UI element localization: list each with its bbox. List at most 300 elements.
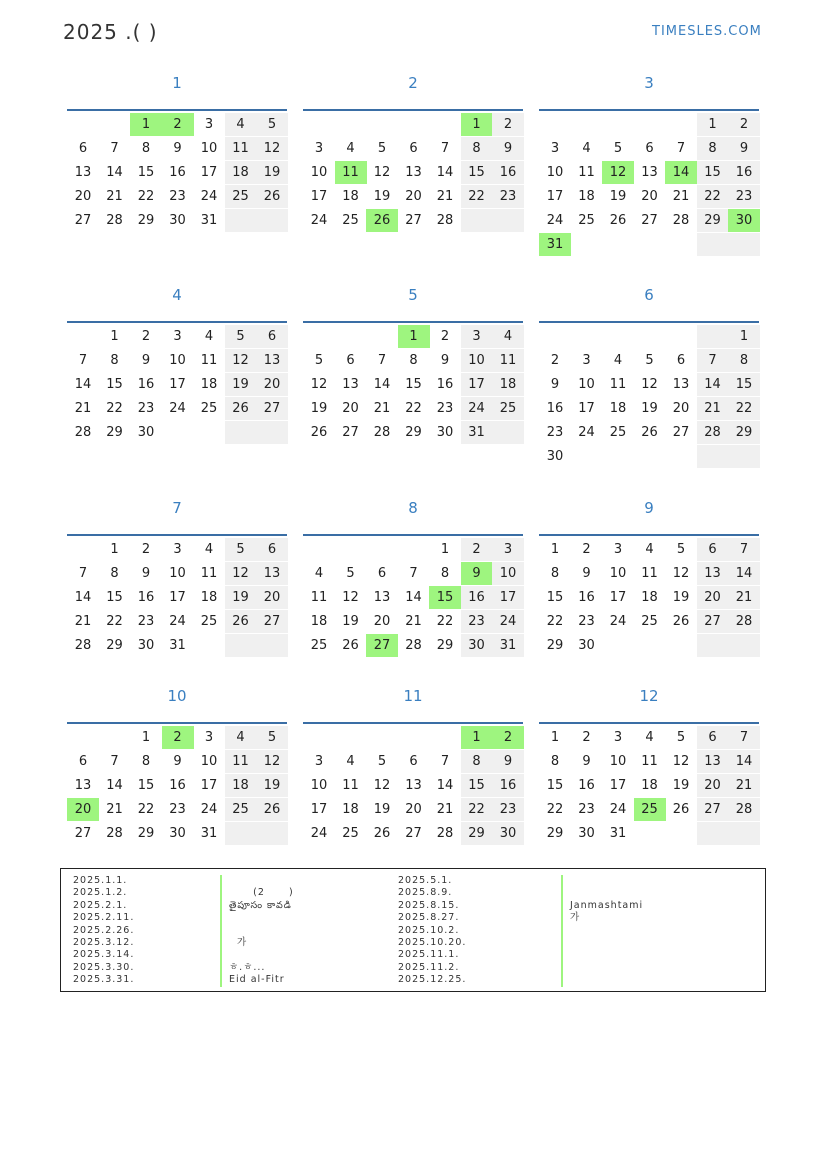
legend-holiday-name: Janmashtami (570, 899, 644, 911)
day-cell: 12 (641, 377, 658, 392)
day-cell: 8 (550, 754, 560, 769)
day-cell: 24 (200, 802, 218, 817)
day-cell: 2 (141, 329, 151, 344)
day-cell: 16 (137, 377, 155, 392)
day-cell: 16 (546, 401, 564, 416)
day-cell: 3 (461, 325, 493, 348)
day-cell: 24 (578, 425, 595, 440)
day-cell: 25 (200, 401, 218, 416)
day-cell: 2 (461, 538, 493, 561)
day-cell: 2 (550, 353, 560, 368)
legend-holiday-name (229, 912, 294, 924)
empty-weekend-cell (225, 421, 257, 444)
day-cell: 15 (546, 590, 564, 605)
day-cell: 2 (162, 113, 194, 136)
day-cell: 26 (641, 425, 658, 440)
day-cell: 11 (225, 137, 257, 160)
day-cell: 2 (492, 113, 524, 136)
day-cell: 22 (137, 189, 155, 204)
day-cell: 9 (173, 754, 182, 769)
month-divider (67, 722, 287, 724)
day-cell: 3 (613, 730, 623, 745)
day-cell: 20 (641, 189, 658, 204)
day-cell: 11 (641, 566, 658, 581)
legend-date: 2025.8.27. (398, 912, 460, 924)
day-cell: 1 (398, 325, 430, 348)
day-cell: 20 (256, 373, 288, 396)
day-cell: 9 (582, 566, 591, 581)
day-cell: 18 (342, 802, 359, 817)
legend-date: 2025.11.1. (398, 949, 460, 961)
day-cell: 10 (492, 562, 524, 585)
day-cell: 16 (169, 778, 186, 793)
day-cell: 17 (200, 778, 218, 793)
day-cell: 22 (106, 401, 123, 416)
month-divider (67, 109, 287, 111)
day-cell: 15 (461, 161, 493, 184)
day-cell: 11 (310, 590, 328, 605)
day-cell: 12 (373, 165, 391, 180)
day-cell: 25 (342, 213, 359, 228)
day-cell: 6 (409, 754, 418, 769)
legend-date: 2025.11.2. (398, 961, 460, 973)
day-cell: 1 (110, 542, 119, 557)
day-cell: 31 (461, 421, 493, 444)
day-cell: 21 (405, 614, 422, 629)
day-cell: 26 (609, 213, 627, 228)
day-cell: 8 (110, 566, 119, 581)
legend-date: 2025.3.14. (73, 949, 135, 961)
holiday-legend (60, 868, 766, 992)
day-cell: 7 (78, 353, 88, 368)
legend-holiday-name: ㅎ.ㅎ... (229, 961, 266, 973)
day-cell: 10 (609, 566, 627, 581)
legend-holiday-name (570, 962, 643, 974)
day-cell: 26 (373, 826, 391, 841)
empty-weekend-cell (728, 822, 760, 845)
day-cell: 26 (310, 425, 328, 440)
day-cell: 9 (440, 353, 450, 368)
day-cell: 26 (672, 802, 690, 817)
day-cell: 2 (162, 726, 194, 749)
day-cell: 13 (74, 165, 92, 180)
day-cell: 16 (461, 586, 493, 609)
day-cell: 11 (342, 778, 359, 793)
day-cell: 29 (546, 826, 564, 841)
day-cell: 16 (578, 590, 595, 605)
day-cell: 8 (550, 566, 560, 581)
day-cell: 3 (314, 141, 324, 156)
empty-weekend-cell (728, 634, 760, 657)
day-cell: 30 (578, 638, 595, 653)
day-cell: 22 (728, 397, 760, 420)
legend-names-col-1 (229, 875, 294, 987)
day-cell: 21 (106, 189, 123, 204)
day-cell: 11 (609, 377, 627, 392)
day-cell: 22 (697, 185, 729, 208)
day-cell: 21 (697, 397, 729, 420)
day-cell: 30 (169, 826, 186, 841)
day-cell: 1 (550, 542, 560, 557)
day-cell: 13 (672, 377, 690, 392)
month-title: 1 (172, 74, 182, 92)
day-cell: 22 (106, 614, 123, 629)
day-cell: 19 (256, 161, 288, 184)
day-cell: 9 (550, 377, 560, 392)
day-cell: 13 (373, 590, 391, 605)
day-cell: 22 (436, 614, 454, 629)
day-cell: 15 (697, 161, 729, 184)
day-cell: 1 (110, 329, 119, 344)
day-cell: 8 (461, 137, 493, 160)
day-cell: 3 (613, 542, 623, 557)
day-cell: 5 (377, 754, 387, 769)
day-cell: 19 (225, 373, 257, 396)
legend-date: 2025.8.15. (398, 899, 460, 911)
empty-weekend-cell (697, 634, 729, 657)
day-cell: 26 (672, 614, 690, 629)
legend-holiday-name: (2 ) (229, 887, 294, 899)
day-cell: 20 (342, 401, 359, 416)
day-cell: 2 (582, 542, 591, 557)
day-cell: 13 (256, 562, 288, 585)
day-cell: 23 (578, 614, 595, 629)
day-cell: 6 (409, 141, 418, 156)
day-cell: 7 (728, 726, 760, 749)
day-cell: 18 (200, 590, 218, 605)
day-cell: 23 (461, 610, 493, 633)
day-cell: 28 (436, 826, 454, 841)
day-cell: 6 (256, 538, 288, 561)
day-cell: 29 (405, 425, 422, 440)
day-cell: 29 (137, 826, 155, 841)
day-cell: 12 (225, 349, 257, 372)
day-cell: 7 (728, 538, 760, 561)
month-divider (67, 534, 287, 536)
day-cell: 13 (405, 165, 422, 180)
day-cell: 4 (492, 325, 524, 348)
day-cell: 25 (225, 185, 257, 208)
day-cell: 8 (110, 353, 119, 368)
day-cell: 13 (256, 349, 288, 372)
day-cell: 20 (405, 802, 422, 817)
day-cell: 17 (169, 590, 186, 605)
day-cell: 24 (609, 802, 627, 817)
day-cell: 29 (461, 822, 493, 845)
empty-weekend-cell (225, 209, 257, 232)
day-cell: 18 (641, 590, 658, 605)
legend-date: 2025.3.30. (73, 961, 135, 973)
day-cell: 15 (546, 778, 564, 793)
legend-dates-col-2 (398, 875, 466, 987)
day-cell: 21 (74, 401, 92, 416)
day-cell: 2 (582, 730, 591, 745)
day-cell: 6 (256, 325, 288, 348)
day-cell: 6 (697, 538, 729, 561)
legend-holiday-name (570, 949, 643, 961)
day-cell: 8 (141, 754, 151, 769)
day-cell: 15 (728, 373, 760, 396)
day-cell: 23 (492, 185, 524, 208)
legend-date: 2025.5.1. (398, 875, 453, 886)
legend-date: 2025.1.1. (73, 875, 128, 886)
day-cell: 27 (366, 634, 398, 657)
day-cell: 11 (578, 165, 595, 180)
day-cell: 12 (602, 161, 634, 184)
day-cell: 4 (225, 113, 257, 136)
day-cell: 8 (461, 750, 493, 773)
day-cell: 19 (672, 778, 690, 793)
month-title: 12 (639, 687, 659, 705)
day-cell: 23 (137, 401, 155, 416)
legend-holiday-name (229, 949, 294, 961)
day-cell: 15 (461, 774, 493, 797)
empty-weekend-cell (256, 634, 288, 657)
day-cell: 1 (461, 726, 493, 749)
day-cell: 23 (578, 802, 595, 817)
day-cell: 11 (335, 161, 367, 184)
day-cell: 28 (405, 638, 422, 653)
day-cell: 31 (200, 213, 218, 228)
day-cell: 17 (546, 189, 564, 204)
day-cell: 10 (578, 377, 595, 392)
day-cell: 23 (169, 802, 186, 817)
day-cell: 16 (578, 778, 595, 793)
day-cell: 13 (641, 165, 658, 180)
day-cell: 28 (697, 421, 729, 444)
day-cell: 3 (314, 754, 324, 769)
day-cell: 21 (436, 802, 454, 817)
day-cell: 18 (609, 401, 627, 416)
day-cell: 10 (546, 165, 564, 180)
day-cell: 22 (405, 401, 422, 416)
day-cell: 6 (78, 754, 88, 769)
legend-date: 2025.2.26. (73, 924, 135, 936)
day-cell: 6 (346, 353, 355, 368)
day-cell: 27 (405, 213, 422, 228)
brand-link[interactable]: TIMESLES.COM (652, 24, 762, 39)
day-cell: 13 (405, 778, 422, 793)
day-cell: 15 (106, 590, 123, 605)
month-title: 6 (644, 286, 654, 304)
day-cell: 15 (405, 377, 422, 392)
day-cell: 11 (641, 754, 658, 769)
day-cell: 29 (546, 638, 564, 653)
day-cell: 2 (492, 726, 524, 749)
empty-weekend-cell (225, 822, 257, 845)
day-cell: 14 (74, 590, 92, 605)
day-cell: 31 (609, 826, 627, 841)
day-cell: 14 (728, 562, 760, 585)
day-cell: 29 (106, 425, 123, 440)
day-cell: 9 (173, 141, 182, 156)
day-cell: 24 (546, 213, 564, 228)
day-cell: 24 (310, 826, 328, 841)
day-cell: 12 (256, 137, 288, 160)
day-cell: 28 (74, 425, 92, 440)
day-cell: 7 (110, 141, 119, 156)
day-cell: 13 (697, 750, 729, 773)
month-title: 11 (403, 687, 423, 705)
day-cell: 26 (342, 638, 359, 653)
legend-date: 2025.10.2. (398, 924, 460, 936)
day-cell: 25 (200, 614, 218, 629)
legend-holiday-name: 가 (229, 936, 248, 948)
day-cell: 17 (461, 373, 493, 396)
day-cell: 22 (546, 614, 564, 629)
day-cell: 15 (106, 377, 123, 392)
legend-date: 2025.3.12. (73, 936, 135, 948)
day-cell: 15 (137, 778, 155, 793)
day-cell: 19 (373, 189, 391, 204)
day-cell: 18 (225, 161, 257, 184)
day-cell: 23 (137, 614, 155, 629)
day-cell: 11 (200, 353, 218, 368)
day-cell: 31 (200, 826, 218, 841)
day-cell: 10 (200, 141, 218, 156)
day-cell: 30 (137, 638, 155, 653)
day-cell: 10 (310, 778, 328, 793)
day-cell: 18 (200, 377, 218, 392)
day-cell: 14 (74, 377, 92, 392)
day-cell: 14 (436, 165, 454, 180)
day-cell: 24 (609, 614, 627, 629)
day-cell: 28 (672, 213, 690, 228)
month-divider (539, 109, 759, 111)
day-cell: 8 (728, 349, 760, 372)
legend-names-col-2 (570, 875, 643, 987)
day-cell: 30 (728, 209, 760, 232)
day-cell: 22 (461, 185, 493, 208)
legend-holiday-name (229, 875, 294, 887)
day-cell: 30 (492, 822, 524, 845)
legend-date: 2025.10.20. (398, 936, 467, 948)
day-cell: 1 (461, 113, 493, 136)
day-cell: 18 (578, 189, 595, 204)
day-cell: 14 (106, 165, 123, 180)
day-cell: 5 (314, 353, 324, 368)
month-divider (303, 321, 523, 323)
day-cell: 2 (141, 542, 151, 557)
day-cell: 8 (697, 137, 729, 160)
day-cell: 9 (492, 137, 524, 160)
day-cell: 27 (405, 826, 422, 841)
day-cell: 14 (436, 778, 454, 793)
day-cell: 30 (169, 213, 186, 228)
day-cell: 10 (310, 165, 328, 180)
day-cell: 19 (225, 586, 257, 609)
day-cell: 1 (697, 113, 729, 136)
legend-holiday-name: 가 (570, 912, 581, 924)
empty-weekend-cell (256, 421, 288, 444)
day-cell: 13 (697, 562, 729, 585)
legend-date: 2025.12.25. (398, 974, 467, 986)
day-cell: 17 (578, 401, 595, 416)
day-cell: 28 (373, 425, 391, 440)
day-cell: 3 (173, 329, 182, 344)
day-cell: 14 (106, 778, 123, 793)
day-cell: 26 (256, 798, 288, 821)
legend-date: 2025.8.9. (398, 887, 453, 899)
day-cell: 12 (672, 566, 690, 581)
legend-date: 2025.2.11. (73, 912, 135, 924)
empty-weekend-cell (728, 233, 760, 256)
day-cell: 23 (728, 185, 760, 208)
day-cell: 10 (169, 566, 186, 581)
day-cell: 27 (641, 213, 658, 228)
day-cell: 3 (204, 117, 214, 132)
day-cell: 18 (342, 189, 359, 204)
day-cell: 27 (672, 425, 690, 440)
day-cell: 19 (310, 401, 328, 416)
day-cell: 30 (137, 425, 155, 440)
day-cell: 4 (346, 754, 355, 769)
day-cell: 9 (728, 137, 760, 160)
day-cell: 6 (697, 726, 729, 749)
day-cell: 10 (461, 349, 493, 372)
day-cell: 20 (67, 798, 99, 821)
day-cell: 30 (461, 634, 493, 657)
day-cell: 4 (225, 726, 257, 749)
day-cell: 28 (436, 213, 454, 228)
day-cell: 25 (225, 798, 257, 821)
day-cell: 12 (310, 377, 328, 392)
month-title: 4 (172, 286, 182, 304)
day-cell: 23 (546, 425, 564, 440)
legend-divider-2 (561, 875, 563, 987)
day-cell: 24 (200, 189, 218, 204)
day-cell: 25 (492, 397, 524, 420)
legend-holiday-name: తైపూసం కావడి (229, 899, 292, 911)
day-cell: 4 (613, 353, 623, 368)
day-cell: 19 (672, 590, 690, 605)
month-title: 10 (167, 687, 187, 705)
empty-weekend-cell (225, 634, 257, 657)
month-title: 3 (644, 74, 654, 92)
calendar-title: 2025 .( ) (63, 20, 158, 44)
day-cell: 1 (141, 730, 151, 745)
day-cell: 9 (141, 353, 151, 368)
empty-weekend-cell (697, 822, 729, 845)
day-cell: 5 (256, 726, 288, 749)
day-cell: 28 (728, 610, 760, 633)
day-cell: 12 (342, 590, 359, 605)
day-cell: 26 (256, 185, 288, 208)
day-cell: 10 (169, 353, 186, 368)
day-cell: 29 (436, 638, 454, 653)
day-cell: 19 (373, 802, 391, 817)
day-cell: 9 (492, 750, 524, 773)
empty-weekend-cell (461, 209, 493, 232)
day-cell: 20 (256, 586, 288, 609)
day-cell: 1 (130, 113, 162, 136)
day-cell: 9 (461, 562, 493, 585)
day-cell: 25 (641, 614, 658, 629)
day-cell: 26 (225, 397, 257, 420)
empty-weekend-cell (697, 233, 729, 256)
day-cell: 30 (546, 449, 564, 464)
day-cell: 28 (106, 213, 123, 228)
day-cell: 13 (342, 377, 359, 392)
month-title: 9 (644, 499, 654, 517)
day-cell: 31 (539, 233, 571, 256)
month-title: 2 (408, 74, 418, 92)
day-cell: 21 (728, 586, 760, 609)
legend-holiday-name (570, 937, 643, 949)
day-cell: 7 (78, 566, 88, 581)
day-cell: 6 (377, 566, 387, 581)
day-cell: 3 (204, 730, 214, 745)
